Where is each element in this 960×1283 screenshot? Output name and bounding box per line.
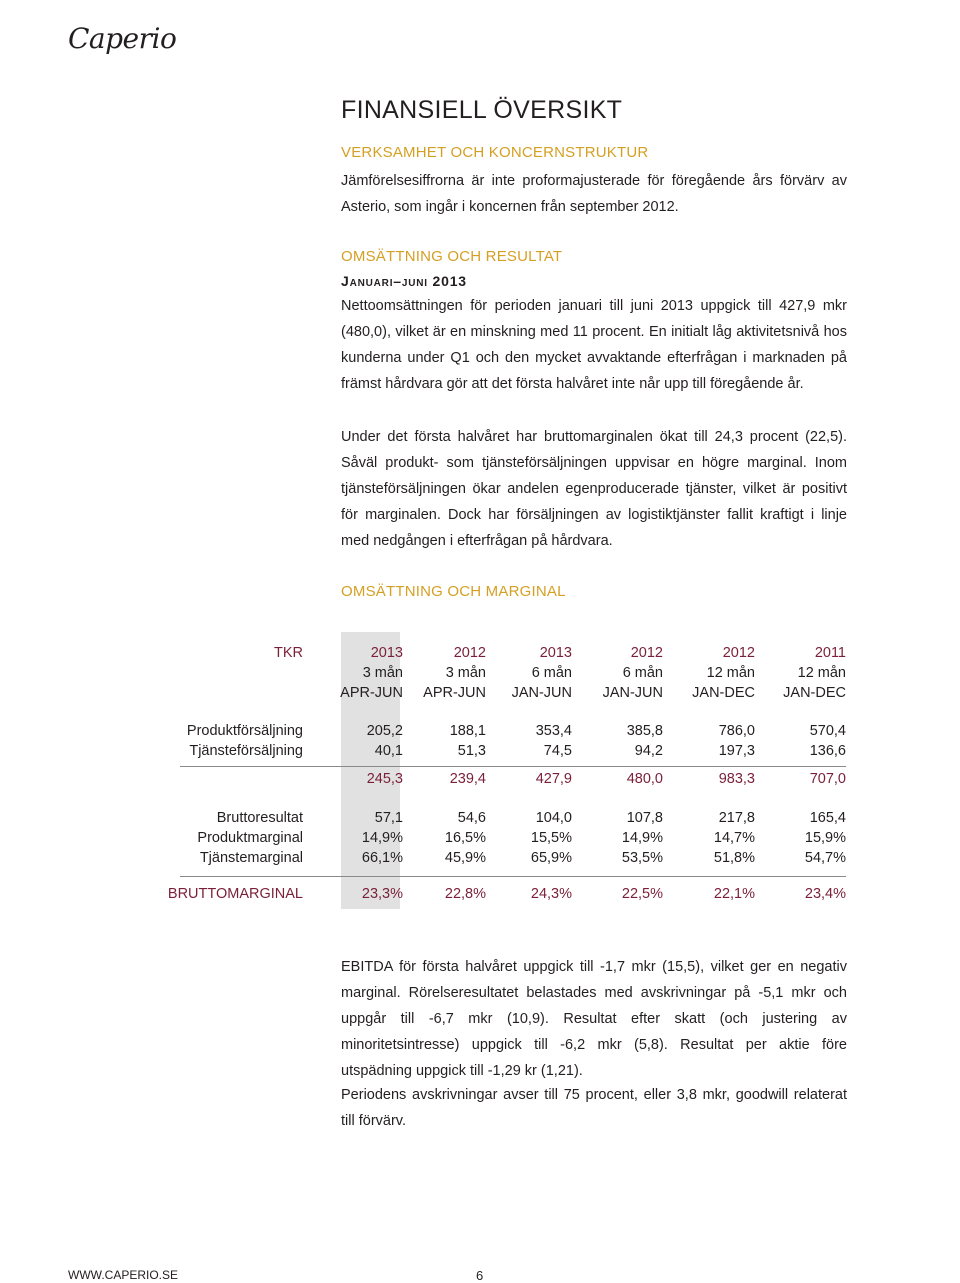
table-cell: 197,3 bbox=[718, 743, 755, 759]
column-months: 6 mån bbox=[531, 665, 572, 681]
table-cell: 74,5 bbox=[543, 743, 572, 759]
column-months: 12 mån bbox=[797, 665, 846, 681]
paragraph-omsattning-2: Under det första halvåret har bruttomarginalen ökat till 24,3 procent (22,5). Såväl produkt- som tjänsteförsäljningen uppvisar en högre marginal. Inom tjänsteförsäljningen ökar andelen egenproducerade tjänster, vilket är positivt för marginalen. Dock har försäljningen av logistiktjänster fallit kraftigt i linje med nedgången i efterfrågan på hårdvara. bbox=[341, 429, 847, 549]
table-cell: 22,5% bbox=[621, 886, 663, 902]
table-cell: 217,8 bbox=[718, 810, 755, 826]
paragraph-avskrivningar: Periodens avskrivningar avser till 75 procent, eller 3,8 mkr, goodwill relaterat till förvärv. bbox=[341, 1087, 847, 1129]
row-label: Produktförsäljning bbox=[186, 723, 303, 739]
column-year: 2013 bbox=[370, 645, 403, 661]
column-period: APR-JUN bbox=[340, 685, 403, 701]
table-unit-label: TKR bbox=[274, 645, 303, 661]
footer-url[interactable]: WWW.CAPERIO.SE bbox=[68, 1268, 179, 1282]
table-divider-2 bbox=[180, 876, 846, 877]
table-cell: 107,8 bbox=[626, 810, 663, 826]
column-year: 2012 bbox=[453, 645, 486, 661]
page-title: FINANSIELL ÖVERSIKT bbox=[341, 96, 623, 124]
table-cell: 205,2 bbox=[366, 723, 403, 739]
table-cell: 480,0 bbox=[626, 771, 663, 787]
column-months: 3 mån bbox=[362, 665, 403, 681]
table-cell: 22,1% bbox=[713, 886, 755, 902]
table-cell: 94,2 bbox=[634, 743, 663, 759]
table-cell: 15,9% bbox=[804, 830, 846, 846]
section-heading-marginal: OMSÄTTNING OCH MARGINAL bbox=[341, 583, 566, 600]
page-number: 6 bbox=[476, 1268, 484, 1283]
table-cell: 136,6 bbox=[809, 743, 846, 759]
table-cell: 786,0 bbox=[718, 723, 755, 739]
table-cell: 45,9% bbox=[444, 850, 486, 866]
table-cell: 53,5% bbox=[621, 850, 663, 866]
column-year: 2011 bbox=[814, 645, 846, 661]
table-cell: 245,3 bbox=[366, 771, 403, 787]
row-label: Produktmarginal bbox=[197, 830, 303, 846]
table-divider-1 bbox=[180, 766, 846, 767]
table-cell: 353,4 bbox=[535, 723, 572, 739]
paragraph-omsattning-1: Nettoomsättningen för perioden januari till juni 2013 uppgick till 427,9 mkr (480,0), vilket är en minskning med 11 procent. En initialt låg aktivitetsnivå hos kunderna under Q1 och den mycket avvaktande efterfrågan i marknaden på främst hårdvara gör att det första halvåret inte når upp till föregående år. bbox=[341, 298, 847, 392]
table-cell: 51,8% bbox=[713, 850, 755, 866]
table-cell: 983,3 bbox=[718, 771, 755, 787]
column-year: 2013 bbox=[539, 645, 572, 661]
paragraph-verksamhet: Jämförelsesiffrorna är inte proformajusterade för föregående års förvärv av Asterio, som ingår i koncernen från september 2012. bbox=[341, 173, 847, 215]
table-cell: 14,9% bbox=[621, 830, 663, 846]
section-heading-verksamhet: VERKSAMHET OCH KONCERNSTRUKTUR bbox=[341, 144, 649, 161]
column-period: APR-JUN bbox=[423, 685, 486, 701]
table-cell: 40,1 bbox=[374, 743, 403, 759]
table-cell: 385,8 bbox=[626, 723, 663, 739]
table-cell: 22,8% bbox=[444, 886, 486, 902]
column-period: JAN-DEC bbox=[783, 685, 846, 701]
column-period: JAN-JUN bbox=[602, 685, 663, 701]
column-year: 2012 bbox=[722, 645, 755, 661]
table-cell: 15,5% bbox=[530, 830, 572, 846]
column-period: JAN-DEC bbox=[692, 685, 755, 701]
table-cell: 427,9 bbox=[535, 771, 572, 787]
table-cell: 57,1 bbox=[374, 810, 403, 826]
table-cell: 14,9% bbox=[361, 830, 403, 846]
column-months: 3 mån bbox=[445, 665, 486, 681]
table-cell: 65,9% bbox=[530, 850, 572, 866]
table-cell: 51,3 bbox=[457, 743, 486, 759]
table-cell: 23,3% bbox=[361, 886, 403, 902]
table-cell: 16,5% bbox=[444, 830, 486, 846]
section-heading-omsattning: OMSÄTTNING OCH RESULTAT bbox=[341, 248, 563, 265]
paragraph-ebitda: EBITDA för första halvåret uppgick till -1,7 mkr (15,5), vilket ger en negativ marginal. Rörelseresultatet belastades med avskrivningar på -5,1 mkr och uppgår till -6,7 mkr (10,9). Resultat efter skatt (och justering av minoritetsintresse) uppgick till -6,2 mkr (5,8). Resultat per aktie före utspädning uppgick till -1,29 kr (1,21). bbox=[341, 959, 847, 1079]
row-label: Tjänsteförsäljning bbox=[189, 743, 303, 759]
table-cell: 66,1% bbox=[361, 850, 403, 866]
caperio-logo: Caperio bbox=[68, 22, 177, 55]
table-cell: 24,3% bbox=[530, 886, 572, 902]
table-cell: 188,1 bbox=[449, 723, 486, 739]
column-months: 6 mån bbox=[622, 665, 663, 681]
row-label: Bruttoresultat bbox=[216, 810, 303, 826]
subheading-period: Januari–juni 2013 bbox=[341, 273, 467, 289]
table-cell: 165,4 bbox=[809, 810, 846, 826]
table-cell: 14,7% bbox=[713, 830, 755, 846]
column-year: 2012 bbox=[630, 645, 663, 661]
table-cell: 23,4% bbox=[804, 886, 846, 902]
row-label: Tjänstemarginal bbox=[199, 850, 303, 866]
column-months: 12 mån bbox=[706, 665, 755, 681]
table-cell: 707,0 bbox=[809, 771, 846, 787]
column-period: JAN-JUN bbox=[511, 685, 572, 701]
table-cell: 570,4 bbox=[809, 723, 846, 739]
table-cell: 239,4 bbox=[449, 771, 486, 787]
table-cell: 54,6 bbox=[457, 810, 486, 826]
table-cell: 104,0 bbox=[535, 810, 572, 826]
row-label: BRUTTOMARGINAL bbox=[167, 886, 303, 902]
table-cell: 54,7% bbox=[804, 850, 846, 866]
